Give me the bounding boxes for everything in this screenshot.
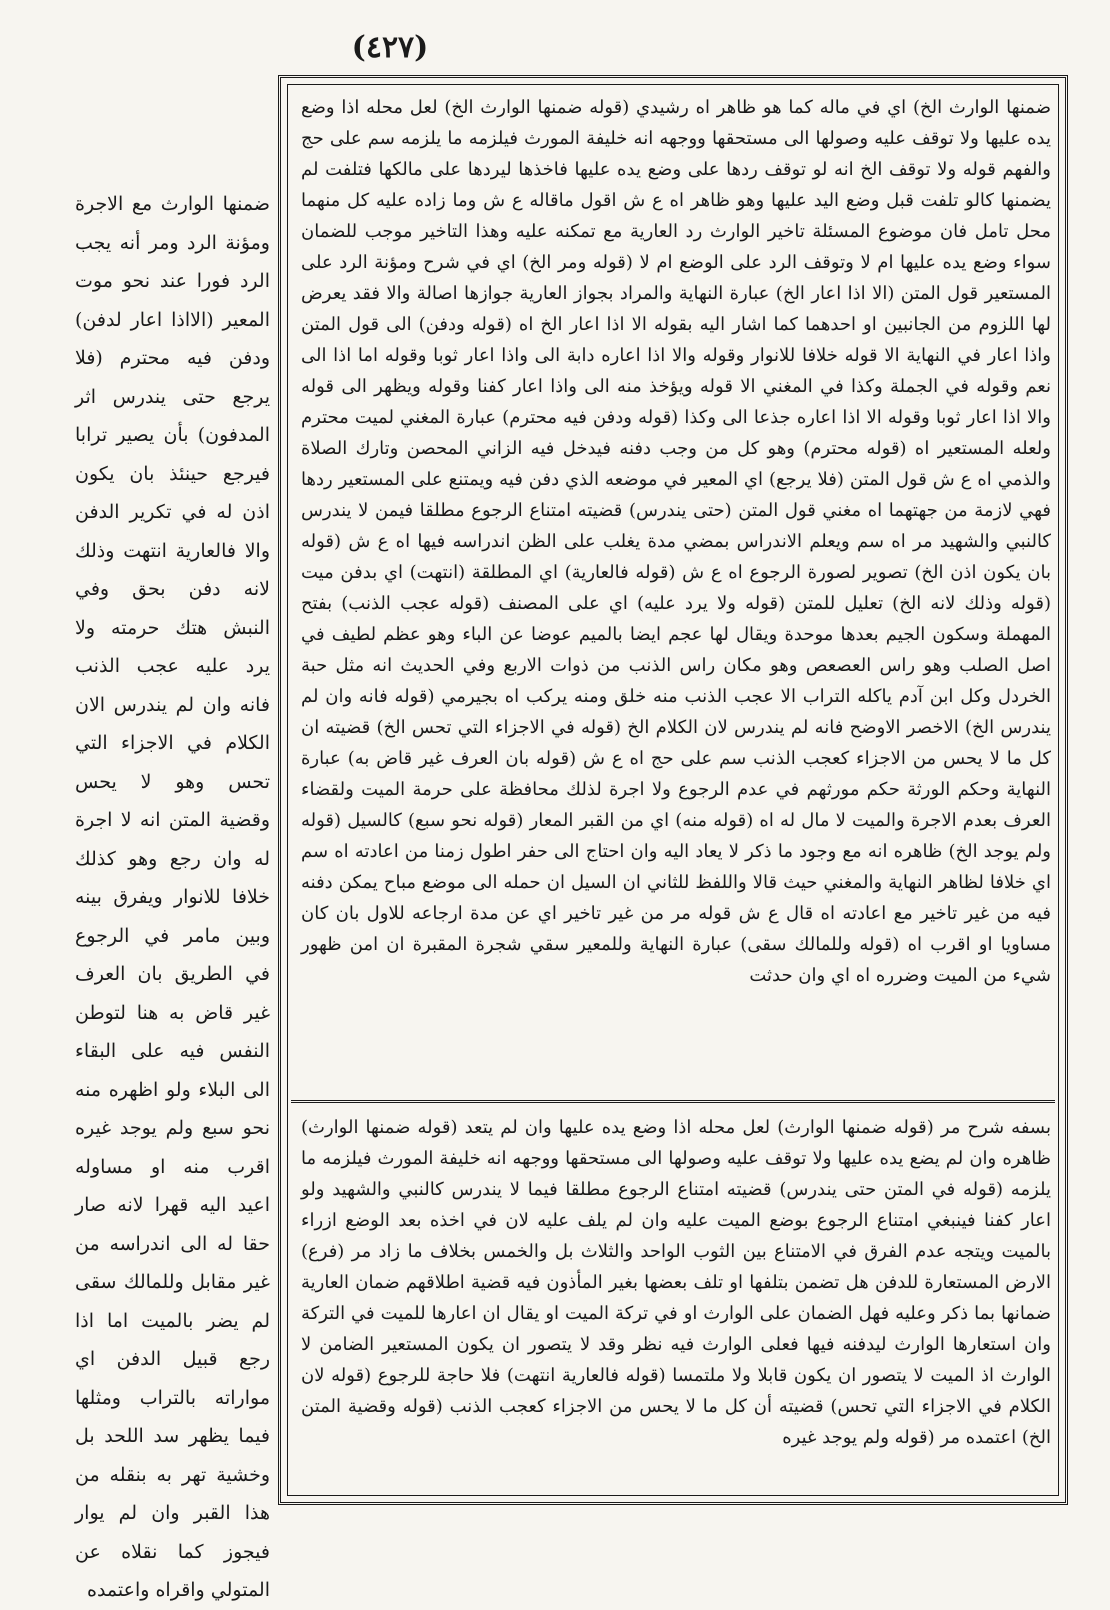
margin-text: ضمنها الوارث مع الاجرة ومؤنة الرد ومر أنه يجب الرد فورا عند نحو موت المعير (الااذا اعار لدفن) ودفن فيه محترم (فلا يرجع حتى يندرس اثر المدفون) بأن يصير ترابا فيرجع حينئذ بان يكون اذن له في تكرير الدفن والا فالعارية انتهت وذلك لانه دفن بحق وفي النبش هتك حرمته ولا يرد عليه عجب الذنب فانه وان لم يندرس الان الكلام في الاجزاء التي تحس وهو لا يحس وقضية المتن انه لا اجرة له وان رجع وهو كذلك خلافا للانوار ويفرق بينه وبين مامر في الرجوع في الطريق بان العرف غير قاض به هنا لتوطن النفس فيه على البقاء الى البلاء ولو اظهره منه نحو سبع ولم يوجد غيره اقرب منه او مساوله اعيد اليه قهرا لانه صار حقا له الى اندراسه من غير مقابل وللمالك سقى لم يضر بالميت اما اذا رجع قبيل الدفن اي مواراته بالتراب ومثلها فيما يظهر سد اللحد بل وخشية تهر به بنقله من هذا القبر وان لم يوار فيجوز كما نقلاه عن المتولي واقراه واعتمده: [75, 193, 270, 1601]
main-frame: [278, 75, 1068, 1505]
margin-text-column: [75, 185, 270, 1601]
lower-commentary-text: بسفه شرح مر (قوله ضمنها الوارث) لعل محله اذا وضع يده عليها وان لم يتعد (قوله ضمنها الوارث) ظاهره وان لم يضع يده عليها ولا توقف عليه وصولها الى مستحقها ووجهه انه خليفة المورث فيلزمه ما يلزمه (قوله في المتن حتى يندرس) قضيته امتناع الرجوع مطلقا فيما لا يندرس كالنبي والشهيد ولو اعار كفنا فينبغي امتناع الرجوع بوضع الميت عليه وان لم يلف عليه لان في اخذه بعد الوضع ازراء بالميت ويتجه عدم الفرق في الامتناع بين الثوب الواحد والثلاث بل والخمس بخلاف ما زاد مر (فرع) الارض المستعارة للدفن هل تضمن بتلفها او تلف بعضها بغير المأذون فيه قضية اطلاقهم ضمان العارية ضمانها بما ذكر وعليه فهل الضمان على الوارث او في تركة الميت او يقال ان اعارها للميت في التركة وان استعارها الوارث ليدفنه فيها فعلى الوارث فيه نظر وقد لا يتصور ان يكون المستعير الضامن لا الوارث اذ الميت لا يتصور ان يكون قابلا ولا ملتمسا (قوله فالعارية انتهت) فلا حاجة للرجوع (قوله لان الكلام في الاجزاء التي تحس) قضيته أن كل ما لا يحس من الاجزاء كعجب الذنب (قوله وقضية المتن الخ) اعتمده مر (قوله ولم يوجد غيره: [301, 1117, 1051, 1448]
lower-commentary: [301, 1112, 1051, 1482]
page-number: (٤٢٧): [351, 30, 429, 65]
main-commentary-text: ضمنها الوارث الخ) اي في ماله كما هو ظاهر اه رشيدي (قوله ضمنها الوارث الخ) لعل محله اذا وضع يده عليها ولا توقف عليه وصولها الى مستحقها ووجهه انه خليفة المورث فيلزمه ما يلزمه سم على حج والفهم قوله ولا توقف الخ انه لو توقف ردها على وضع يده عليها فاخذها ليردها على مالكها فتلفت لم يضمنها كالو تلفت قبل وضع اليد عليها وهو ظاهر اه ع ش اقول ماقاله ع ش وما زاده عليه كل منهما محل تامل فان موضوع المسئلة تاخير الوارث رد العارية مع تمكنه عليه وهذا التاخير موجب للضمان سواء وضع يده عليها ام لا وتوقف الرد على الوضع ام لا (قوله ومر الخ) اي في شرح ومؤنة الرد على المستعير قول المتن (الا اذا اعار الخ) عبارة النهاية والمراد بجواز العارية جوازها اصالة والا فقد يعرض لها اللزوم من الجانبين او احدهما كما اشار اليه بقوله الا اذا اعار الخ اه (قوله ودفن) الى قول المتن واذا اعار في النهاية الا قوله خلافا للانوار وقوله والا اذا اعاره دابة الى واذا اعار ثوبا وقوله اما اذا الى نعم وقوله في الجملة وكذا في المغني الا قوله ويؤخذ منه الى واذا اعار كفنا وقوله ويظهر الى قوله والا اذا اعار ثوبا وقوله الا اذا اعاره جذعا الى وكذا (قوله ودفن فيه محترم) عبارة المغني لميت محترم ولعله المستعير اه (قوله محترم) وهو كل من وجب دفنه فيدخل فيه الزاني المحصن وتارك الصلاة والذمي اه ع ش قول المتن (فلا يرجع) اي المعير في موضعه الذي دفن فيه ويمتنع على المستعير ردها فهي لازمة من جهتهما اه مغني قول المتن (حتى يندرس) قضيته امتناع الرجوع مطلقا فيمن لا يندرس كالنبي والشهيد مر اه سم ويعلم الاندراس بمضي مدة يغلب على الظن اندراسه فيها اه ع ش (قوله بان يكون اذن الخ) تصوير لصورة الرجوع اه ع ش (قوله فالعارية) اي المطلقة (انتهت) اي بدفن ميت (قوله وذلك لانه الخ) تعليل للمتن (قوله ولا يرد عليه) اي على المصنف (قوله عجب الذنب) بفتح المهملة وسكون الجيم بعدها موحدة ويقال لها عجم ايضا بالميم عوضا عن الباء وهو عظم لطيف في اصل الصلب وهو راس العصعص وهو مكان راس الذنب من ذوات الاربع وفي الحديث انه مثل حبة الخردل وكل ابن آدم ياكله التراب الا عجب الذنب منه خلق ومنه يركب اه بجيرمي (قوله فانه وان لم يندرس الخ) الاخصر الاوضح فانه لم يندرس لان الكلام الخ (قوله في الاجزاء التي تحس الخ) قضيته ان كل ما لا يحس من الاجزاء كعجب الذنب سم على حج اه ع ش (قوله بان العرف غير قاض به) عبارة النهاية وحكم الورثة حكم مورثهم في عدم الرجوع ولا اجرة لذلك محافظة على حرمة الميت ولقضاء العرف بعدم الاجرة والميت لا مال له اه (قوله منه) اي من القبر المعار (قوله نحو سبع) كالسيل (قوله ولم يوجد الخ) ظاهره انه مع وجود ما ذكر لا يعاد اليه وان احتاج الى حفر اطول زمنا من اعادته اه سم اي خلافا لظاهر النهاية والمغني حيث قالا واللفظ للثاني ان السيل ان حمله الى موضع مباح يمكن دفنه فيه من غير تاخير مع اعادته اه قال ع ش قوله مر من غير تاخير اي عن مدة ارجاعه للاول بان كان مساويا او اقرب اه (قوله وللمالك سقى) عبارة النهاية وللمعير سقي شجرة المقبرة ان امن ظهور شيء من الميت وضرره اه اي وان حدثت: [301, 97, 1051, 986]
section-divider: [291, 1100, 1055, 1109]
main-commentary: [301, 92, 1051, 1092]
